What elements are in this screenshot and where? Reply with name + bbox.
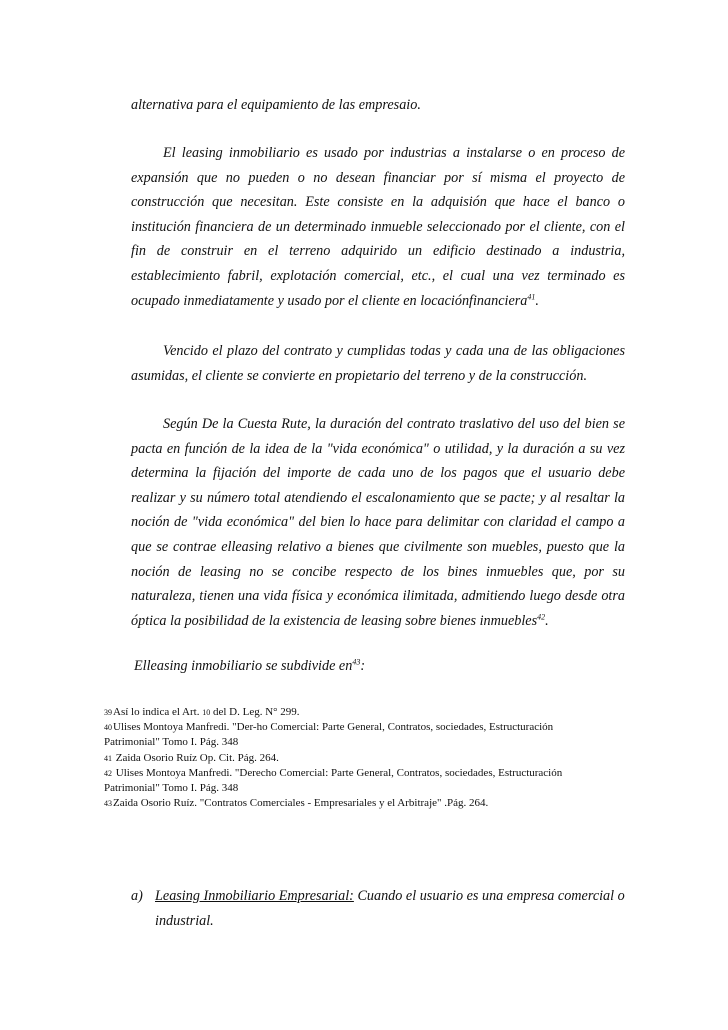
footnote-number: 42 [104, 768, 112, 778]
list-term: Leasing Inmobiliario Empresarial: [155, 888, 354, 904]
footnote-article-number: 10 [202, 708, 211, 717]
paragraph-4-end: . [545, 612, 549, 629]
paragraph-5-end: : [360, 658, 366, 674]
paragraph-continuation [131, 93, 625, 118]
paragraph-vencido-plazo [131, 339, 625, 388]
list-item-text [155, 884, 625, 933]
footnote-text: Ulises Montoya Manfredi. "Derecho Comercial: Parte General, Contratos, sociedades, Estructuración Patrimonial" Tomo I. Pág. 348 [104, 766, 563, 795]
paragraph-1-text: alternativa para el equipamiento de las empresaio. [131, 97, 421, 113]
footnote-text: Zaida Osorio Ruíz Op. Cit. Pág. 264. [113, 751, 279, 764]
paragraph-leasing-inmobiliario [131, 141, 625, 313]
footnote-40 [104, 720, 604, 750]
footnote-ref-42: 42 [537, 612, 546, 622]
paragraph-cuesta-rute [131, 412, 625, 633]
footnote-43 [104, 796, 604, 811]
footnote-number: 39 [104, 708, 112, 717]
paragraph-5-text: Elleasing inmobiliario se subdivide en [134, 658, 353, 674]
paragraph-2-end: . [535, 292, 539, 309]
list-marker: a) [131, 888, 143, 904]
paragraph-2-text: El leasing inmobiliario es usado por industrias a instalarse o en proceso de expansión que no pueden o no desean financiar por sí misma el proyecto de construcción que necesitan. Este consiste en la adquisión que hace el banco o institución financiera de un determinado inmueble seleccionado por el cliente, con el fin de construir en el terreno adquirido un edificio destinado a industria, establecimiento fabril, explotación comercial, etc., el cual una vez terminado es ocupado inmediatamente y usado por el cliente en locaciónfinanciera [131, 145, 625, 309]
footnote-ref-43: 43 [352, 657, 361, 667]
footnote-41 [104, 751, 604, 766]
footnote-number: 40 [104, 723, 112, 733]
list-definition: Cuando el usuario es una empresa comercial o industrial. [155, 888, 625, 929]
footnote-number: 41 [104, 753, 112, 763]
paragraph-subdivision [134, 654, 628, 679]
paragraph-3-text: Vencido el plazo del contrato y cumplidas todas y cada una de las obligaciones asumidas, el cliente se convierte en propietario del terreno y de la construcción. [131, 343, 625, 384]
footnotes [104, 705, 604, 811]
footnote-text: Así lo indica el Art. [113, 706, 203, 718]
footnote-39 [104, 705, 604, 720]
footnote-ref-41: 41 [527, 291, 536, 301]
footnote-number: 43 [104, 799, 112, 809]
footnote-42 [104, 766, 604, 796]
footnote-text-end: del D. Leg. N° 299. [210, 706, 300, 718]
list-item-leasing-empresarial [131, 884, 625, 933]
footnote-text: Ulises Montoya Manfredi. "Der-ho Comercial: Parte General, Contratos, sociedades, Estructuración Patrimonial" Tomo I. Pág. 348 [104, 721, 554, 749]
paragraph-4-text: Según De la Cuesta Rute, la duración del contrato traslativo del uso del bien se pacta en función de la idea de la "vida económica" o utilidad, y la duración a su vez determina la fijación del importe de cada uno de los pagos que el usuario debe realizar y su número total atendiendo el escalonamiento que se pacte; y al resaltar la noción de "vida económica" del bien lo hace para delimitar con claridad el campo a que se contrae elleasing relativo a bienes que civilmente son muebles, puesto que la noción de leasing no se concibe respecto de los bines inmuebles que, por su naturaleza, tienen una vida física y económica ilimitada, admitiendo luego desde otra óptica la posibilidad de la existencia de leasing sobre bienes inmuebles [131, 416, 625, 629]
footnote-text: Zaida Osorio Ruíz. "Contratos Comerciales - Empresariales y el Arbitraje" .Pág. 264. [113, 797, 489, 810]
